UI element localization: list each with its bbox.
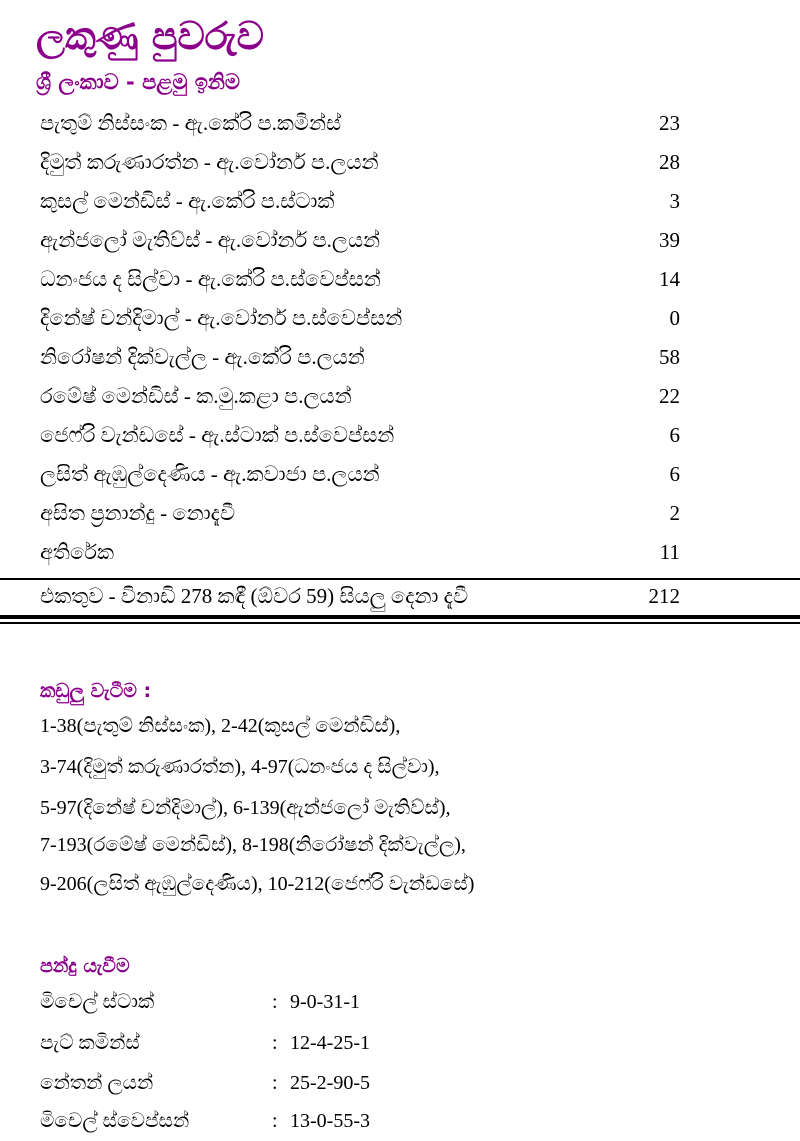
batter-dismissal: රමේෂ් මෙන්ඩිස් - ක.මු.කළා ප.ලයන් <box>40 384 352 408</box>
batting-row <box>40 221 680 260</box>
batting-row <box>40 377 680 416</box>
total-label: එකතුව - විනාඩි 278 කඳී (ඕවර 59) සියලු දෙනා දැවී <box>40 584 469 608</box>
bowler-figures: 13-0-55-3 <box>290 1110 370 1132</box>
bowler-figures: 9-0-31-1 <box>290 991 360 1013</box>
bowler-figures: 25-2-90-5 <box>290 1072 370 1094</box>
batter-dismissal: ධනංජය ද සිල්වා - ඇ.කේරි ප.ස්වෙප්සන් <box>40 267 381 291</box>
batter-dismissal: දිමුත් කරුණාරත්න - ඇ.වෝනර් ප.ලයන් <box>40 150 379 174</box>
batter-dismissal: දිනේෂ් චන්දිමාල් - ඇ.වෝනර් ප.ස්වෙප්සන් <box>40 306 403 330</box>
batter-dismissal: නිරෝෂන් දික්වැල්ල - ඇ.කේරි ප.ලයන් <box>40 345 365 369</box>
batting-row <box>40 455 680 494</box>
batting-row <box>40 338 680 377</box>
divider <box>0 622 800 624</box>
bowling-heading: පන්දු යැවීම <box>40 955 130 977</box>
batter-runs: 3 <box>669 189 680 213</box>
batting-row <box>40 299 680 338</box>
separator: : <box>272 1032 278 1054</box>
batter-runs: 22 <box>659 384 680 408</box>
batter-dismissal: ජෙෆ්රි වැන්ඩසේ - ඇ.ස්ටාක් ප.ස්වෙප්සන් <box>40 423 395 447</box>
batter-runs: 23 <box>659 111 680 135</box>
extras-label: අතිරේක <box>40 540 115 564</box>
fow-line: 9-206(ලසිත් ඇඹුල්දෙණිය), 10-212(ජෙෆ්රි වැන්ඩසේ) <box>40 873 475 895</box>
fow-line: 3-74(දිමුත් කරුණාරත්න), 4-97(ධනංජය ද සිල්වා), <box>40 756 440 778</box>
fow-line: 1-38(පැතුම් නිස්සංක), 2-42(කුසල් මෙන්ඩිස්), <box>40 715 401 737</box>
batter-runs: 39 <box>659 228 680 252</box>
total-row <box>40 577 680 616</box>
separator: : <box>272 1072 278 1094</box>
batting-row <box>40 494 680 533</box>
batter-runs: 0 <box>669 306 680 330</box>
separator: : <box>272 991 278 1013</box>
batter-dismissal: ලසිත් ඇඹුල්දෙණිය - ඇ.කවාජා ප.ලයන් <box>40 462 380 486</box>
extras-row <box>40 533 680 572</box>
batting-row <box>40 104 680 143</box>
fow-line: 7-193(රමේෂ් මෙන්ඩිස්), 8-198(නිරෝෂන් දික්වැල්ල), <box>40 834 466 856</box>
batter-dismissal: පැතුම් නිස්සංක - ඇ.කේරි ප.කමින්ස් <box>40 111 342 135</box>
batter-runs: 14 <box>659 267 680 291</box>
batter-runs: 6 <box>669 423 680 447</box>
batter-dismissal: කුසල් මෙන්ඩිස් - ඇ.කේරි ප.ස්ටාක් <box>40 189 335 213</box>
total-runs: 212 <box>648 584 680 608</box>
fow-line: 5-97(දිනේෂ් චන්දිමාල්), 6-139(ඇන්ජලෝ මැතිව්ස්), <box>40 797 451 819</box>
bowler-name: නේතන් ලයන් <box>40 1072 154 1094</box>
batter-dismissal: ඇන්ජලෝ මැතිව්ස් - ඇ.වෝනර් ප.ලයන් <box>40 228 381 252</box>
divider <box>0 615 800 619</box>
bowler-name: පැට් කමින්ස් <box>40 1032 140 1054</box>
batting-row <box>40 416 680 455</box>
bowler-figures: 12-4-25-1 <box>290 1032 370 1054</box>
batting-row <box>40 182 680 221</box>
separator: : <box>272 1110 278 1132</box>
batter-dismissal: අසිත ප්‍රනාන්දු - නොදැවී <box>40 501 236 525</box>
page-title: ලකුණු පුවරුව <box>36 14 264 58</box>
batting-row <box>40 260 680 299</box>
innings-subtitle: ශ්‍රී ලංකාව - පළමු ඉනිම <box>36 70 241 94</box>
bowler-name: මිචෙල් ස්ටාක් <box>40 991 155 1013</box>
fow-heading: කඩුලු වැටීම : <box>40 680 152 702</box>
bowler-name: මිචෙල් ස්වෙප්සන් <box>40 1110 190 1132</box>
batter-runs: 58 <box>659 345 680 369</box>
batter-runs: 2 <box>669 501 680 525</box>
batter-runs: 28 <box>659 150 680 174</box>
extras-runs: 11 <box>659 540 680 564</box>
batter-runs: 6 <box>669 462 680 486</box>
batting-row <box>40 143 680 182</box>
